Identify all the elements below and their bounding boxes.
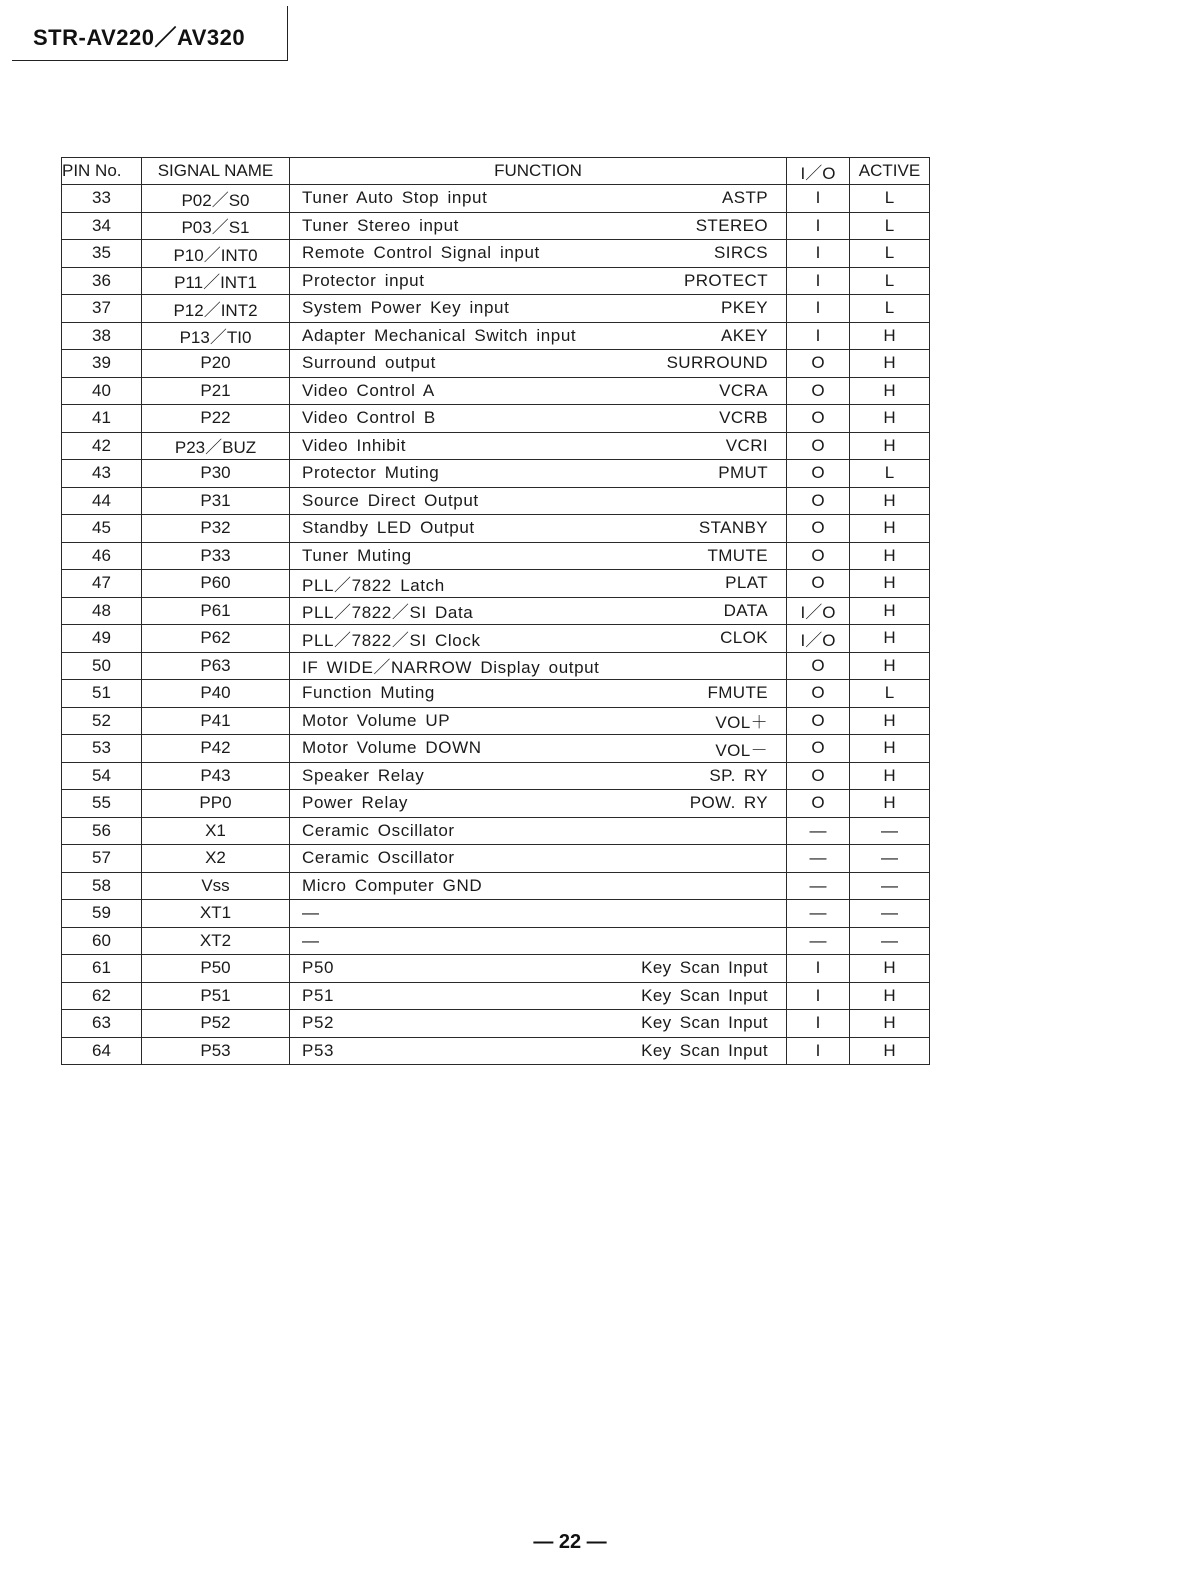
function-cell xyxy=(290,900,787,928)
table-row xyxy=(62,405,930,433)
function-cell xyxy=(290,707,787,735)
function-code: Key Scan Input xyxy=(641,1013,768,1033)
function-cell xyxy=(290,680,787,708)
table-row xyxy=(62,982,930,1010)
pin-number: 54 xyxy=(62,762,142,790)
function-description: Tuner Stereo input xyxy=(302,215,459,235)
active-level: H xyxy=(850,405,930,433)
function-code: PROTECT xyxy=(683,270,768,290)
active-level: H xyxy=(850,625,930,653)
active-level: H xyxy=(850,955,930,983)
function-description: Protector input xyxy=(302,270,425,290)
active-level: H xyxy=(850,322,930,350)
pin-number: 38 xyxy=(62,322,142,350)
table-row xyxy=(62,955,930,983)
pin-number: 44 xyxy=(62,487,142,515)
io-type: O xyxy=(787,432,850,460)
active-level: H xyxy=(850,1010,930,1038)
function-description: PLL／7822／SI Data xyxy=(302,603,474,623)
function-cell xyxy=(290,570,787,598)
function-description: Motor Volume UP xyxy=(302,710,451,730)
function-code: Key Scan Input xyxy=(641,958,768,978)
active-level: H xyxy=(850,982,930,1010)
col-header-function: FUNCTION xyxy=(290,158,787,185)
active-level: L xyxy=(850,185,930,213)
function-description: P52 xyxy=(302,1013,335,1033)
signal-name: P12／INT2 xyxy=(142,295,290,323)
io-type: I xyxy=(787,295,850,323)
signal-name: P03／S1 xyxy=(142,212,290,240)
function-cell xyxy=(290,872,787,900)
col-header-io: I／O xyxy=(787,158,850,185)
active-level: H xyxy=(850,377,930,405)
signal-name: P42 xyxy=(142,735,290,763)
table-row xyxy=(62,927,930,955)
function-cell xyxy=(290,927,787,955)
io-type: O xyxy=(787,762,850,790)
function-cell xyxy=(290,212,787,240)
pin-number: 39 xyxy=(62,350,142,378)
signal-name: X1 xyxy=(142,817,290,845)
function-cell xyxy=(290,762,787,790)
pin-number: 59 xyxy=(62,900,142,928)
active-level: L xyxy=(850,267,930,295)
function-cell xyxy=(290,185,787,213)
io-type: I xyxy=(787,322,850,350)
signal-name: P63 xyxy=(142,652,290,680)
pin-number: 50 xyxy=(62,652,142,680)
model-title: STR-AV220／AV320 xyxy=(33,25,246,50)
pin-number: 53 xyxy=(62,735,142,763)
signal-name: P23／BUZ xyxy=(142,432,290,460)
pin-number: 45 xyxy=(62,515,142,543)
signal-name: PP0 xyxy=(142,790,290,818)
active-level: — xyxy=(850,845,930,873)
io-type: O xyxy=(787,707,850,735)
function-code: VOL＋ xyxy=(715,713,768,733)
pin-number: 62 xyxy=(62,982,142,1010)
io-type: O xyxy=(787,515,850,543)
pin-number: 64 xyxy=(62,1037,142,1065)
function-description: Micro Computer GND xyxy=(302,875,483,895)
function-cell xyxy=(290,515,787,543)
function-code: AKEY xyxy=(721,325,768,345)
table-row xyxy=(62,652,930,680)
active-level: H xyxy=(850,652,930,680)
io-type: — xyxy=(787,817,850,845)
function-code: STEREO xyxy=(695,215,768,235)
pin-number: 49 xyxy=(62,625,142,653)
active-level: — xyxy=(850,872,930,900)
io-type: I xyxy=(787,185,850,213)
function-description: PLL／7822／SI Clock xyxy=(302,630,481,650)
function-cell xyxy=(290,1010,787,1038)
pin-number: 63 xyxy=(62,1010,142,1038)
function-cell xyxy=(290,817,787,845)
function-description: Source Direct Output xyxy=(302,490,479,510)
active-level: H xyxy=(850,735,930,763)
io-type: O xyxy=(787,460,850,488)
active-level: H xyxy=(850,542,930,570)
function-description: Speaker Relay xyxy=(302,765,425,785)
signal-name: P02／S0 xyxy=(142,185,290,213)
function-cell xyxy=(290,240,787,268)
function-code: POW. RY xyxy=(689,793,768,813)
function-cell xyxy=(290,405,787,433)
pin-number: 36 xyxy=(62,267,142,295)
table-row xyxy=(62,267,930,295)
table-row xyxy=(62,432,930,460)
function-description: Video Control A xyxy=(302,380,435,400)
function-cell xyxy=(290,625,787,653)
function-description: Adapter Mechanical Switch input xyxy=(302,325,577,345)
function-cell xyxy=(290,377,787,405)
io-type: I／O xyxy=(787,625,850,653)
pin-number: 33 xyxy=(62,185,142,213)
io-type: — xyxy=(787,872,850,900)
io-type: I xyxy=(787,267,850,295)
function-cell xyxy=(290,982,787,1010)
active-level: — xyxy=(850,817,930,845)
model-header xyxy=(12,6,288,61)
table-row xyxy=(62,295,930,323)
active-level: H xyxy=(850,350,930,378)
function-description: P50 xyxy=(302,958,335,978)
table-row xyxy=(62,350,930,378)
table-row xyxy=(62,487,930,515)
table-row xyxy=(62,570,930,598)
active-level: — xyxy=(850,900,930,928)
function-description: IF WIDE／NARROW Display output xyxy=(302,658,600,678)
function-code: PLAT xyxy=(725,573,768,593)
function-description: Protector Muting xyxy=(302,463,440,483)
pin-number: 48 xyxy=(62,597,142,625)
active-level: H xyxy=(850,1037,930,1065)
pin-number: 60 xyxy=(62,927,142,955)
function-cell xyxy=(290,350,787,378)
function-code: FMUTE xyxy=(707,683,768,703)
table-row xyxy=(62,817,930,845)
signal-name: P22 xyxy=(142,405,290,433)
col-header-active: ACTIVE xyxy=(850,158,930,185)
pin-function-table xyxy=(61,157,930,1065)
signal-name: P11／INT1 xyxy=(142,267,290,295)
function-cell xyxy=(290,432,787,460)
function-cell xyxy=(290,845,787,873)
table-row xyxy=(62,240,930,268)
io-type: O xyxy=(787,487,850,515)
function-cell xyxy=(290,790,787,818)
function-code: VCRB xyxy=(719,408,768,428)
function-description: Motor Volume DOWN xyxy=(302,738,482,758)
table-body xyxy=(62,185,930,1065)
active-level: H xyxy=(850,762,930,790)
function-description: — xyxy=(302,903,320,923)
signal-name: P51 xyxy=(142,982,290,1010)
function-code: ASTP xyxy=(721,188,768,208)
function-cell xyxy=(290,735,787,763)
table-row xyxy=(62,460,930,488)
active-level: H xyxy=(850,707,930,735)
signal-name: XT2 xyxy=(142,927,290,955)
pin-number: 41 xyxy=(62,405,142,433)
table-row xyxy=(62,542,930,570)
function-description: Function Muting xyxy=(302,683,435,703)
pin-number: 52 xyxy=(62,707,142,735)
pin-number: 42 xyxy=(62,432,142,460)
active-level: L xyxy=(850,460,930,488)
function-code: SURROUND xyxy=(666,353,768,373)
pin-number: 43 xyxy=(62,460,142,488)
io-type: O xyxy=(787,405,850,433)
active-level: H xyxy=(850,515,930,543)
function-description: Tuner Muting xyxy=(302,545,412,565)
signal-name: P32 xyxy=(142,515,290,543)
pin-number: 34 xyxy=(62,212,142,240)
table-row xyxy=(62,377,930,405)
pin-number: 57 xyxy=(62,845,142,873)
pin-number: 51 xyxy=(62,680,142,708)
pin-number: 47 xyxy=(62,570,142,598)
table-row xyxy=(62,1037,930,1065)
table-row xyxy=(62,845,930,873)
signal-name: P50 xyxy=(142,955,290,983)
active-level: L xyxy=(850,212,930,240)
pin-number: 40 xyxy=(62,377,142,405)
signal-name: P53 xyxy=(142,1037,290,1065)
function-description: PLL／7822 Latch xyxy=(302,575,445,595)
io-type: — xyxy=(787,845,850,873)
pin-number: 37 xyxy=(62,295,142,323)
signal-name: P61 xyxy=(142,597,290,625)
io-type: O xyxy=(787,542,850,570)
signal-name: Vss xyxy=(142,872,290,900)
io-type: — xyxy=(787,900,850,928)
table-row xyxy=(62,597,930,625)
io-type: O xyxy=(787,790,850,818)
function-description: Ceramic Oscillator xyxy=(302,820,455,840)
function-cell xyxy=(290,652,787,680)
function-cell xyxy=(290,267,787,295)
io-type: I xyxy=(787,212,850,240)
active-level: H xyxy=(850,570,930,598)
pin-number: 61 xyxy=(62,955,142,983)
active-level: — xyxy=(850,927,930,955)
function-description: Ceramic Oscillator xyxy=(302,848,455,868)
function-description: Video Inhibit xyxy=(302,435,407,455)
function-description: — xyxy=(302,930,320,950)
function-code: CLOK xyxy=(720,628,768,648)
function-cell xyxy=(290,955,787,983)
io-type: — xyxy=(787,927,850,955)
io-type: I xyxy=(787,1037,850,1065)
pin-number: 35 xyxy=(62,240,142,268)
table-row xyxy=(62,212,930,240)
io-type: O xyxy=(787,377,850,405)
function-cell xyxy=(290,597,787,625)
function-description: P51 xyxy=(302,985,335,1005)
function-description: Video Control B xyxy=(302,408,436,428)
function-cell xyxy=(290,460,787,488)
active-level: L xyxy=(850,680,930,708)
io-type: I xyxy=(787,982,850,1010)
function-description: Standby LED Output xyxy=(302,518,475,538)
signal-name: P40 xyxy=(142,680,290,708)
pin-number: 56 xyxy=(62,817,142,845)
function-code: Key Scan Input xyxy=(641,985,768,1005)
signal-name: P41 xyxy=(142,707,290,735)
active-level: H xyxy=(850,487,930,515)
function-code: SIRCS xyxy=(714,243,768,263)
table-header-row xyxy=(62,158,930,185)
col-header-pin: PIN No. xyxy=(62,158,142,185)
function-code: PKEY xyxy=(721,298,768,318)
table-row xyxy=(62,707,930,735)
function-description: Surround output xyxy=(302,353,436,373)
signal-name: P52 xyxy=(142,1010,290,1038)
signal-name: P43 xyxy=(142,762,290,790)
io-type: O xyxy=(787,735,850,763)
pin-number: 46 xyxy=(62,542,142,570)
signal-name: P30 xyxy=(142,460,290,488)
function-code: Key Scan Input xyxy=(641,1040,768,1060)
io-type: O xyxy=(787,652,850,680)
signal-name: P20 xyxy=(142,350,290,378)
function-cell xyxy=(290,1037,787,1065)
signal-name: P60 xyxy=(142,570,290,598)
signal-name: P21 xyxy=(142,377,290,405)
function-cell xyxy=(290,295,787,323)
table-row xyxy=(62,762,930,790)
function-code: VCRI xyxy=(725,435,768,455)
table-row xyxy=(62,185,930,213)
io-type: O xyxy=(787,350,850,378)
active-level: H xyxy=(850,597,930,625)
active-level: H xyxy=(850,790,930,818)
io-type: O xyxy=(787,570,850,598)
function-description: P53 xyxy=(302,1040,335,1060)
active-level: L xyxy=(850,240,930,268)
function-code: DATA xyxy=(723,600,768,620)
function-code: SP. RY xyxy=(709,765,768,785)
function-cell xyxy=(290,487,787,515)
table-row xyxy=(62,790,930,818)
io-type: I xyxy=(787,240,850,268)
function-description: Power Relay xyxy=(302,793,408,813)
table-row xyxy=(62,680,930,708)
function-description: Tuner Auto Stop input xyxy=(302,188,488,208)
signal-name: P62 xyxy=(142,625,290,653)
function-code: TMUTE xyxy=(707,545,768,565)
active-level: L xyxy=(850,295,930,323)
function-description: System Power Key input xyxy=(302,298,510,318)
io-type: I xyxy=(787,955,850,983)
io-type: I／O xyxy=(787,597,850,625)
function-cell xyxy=(290,322,787,350)
signal-name: P13／TI0 xyxy=(142,322,290,350)
signal-name: XT1 xyxy=(142,900,290,928)
signal-name: P33 xyxy=(142,542,290,570)
col-header-signal: SIGNAL NAME xyxy=(142,158,290,185)
pin-number: 58 xyxy=(62,872,142,900)
table-row xyxy=(62,322,930,350)
function-code: STANBY xyxy=(698,518,768,538)
table-row xyxy=(62,872,930,900)
function-code: VCRA xyxy=(719,380,768,400)
signal-name: P10／INT0 xyxy=(142,240,290,268)
signal-name: X2 xyxy=(142,845,290,873)
signal-name: P31 xyxy=(142,487,290,515)
function-cell xyxy=(290,542,787,570)
function-code: VOL－ xyxy=(715,740,768,760)
table-row xyxy=(62,1010,930,1038)
function-code: PMUT xyxy=(718,463,768,483)
table-row xyxy=(62,625,930,653)
table-row xyxy=(62,735,930,763)
pin-number: 55 xyxy=(62,790,142,818)
active-level: H xyxy=(850,432,930,460)
page-number: — 22 — xyxy=(533,1531,607,1553)
io-type: O xyxy=(787,680,850,708)
table-row xyxy=(62,900,930,928)
function-description: Remote Control Signal input xyxy=(302,243,540,263)
io-type: I xyxy=(787,1010,850,1038)
table-row xyxy=(62,515,930,543)
